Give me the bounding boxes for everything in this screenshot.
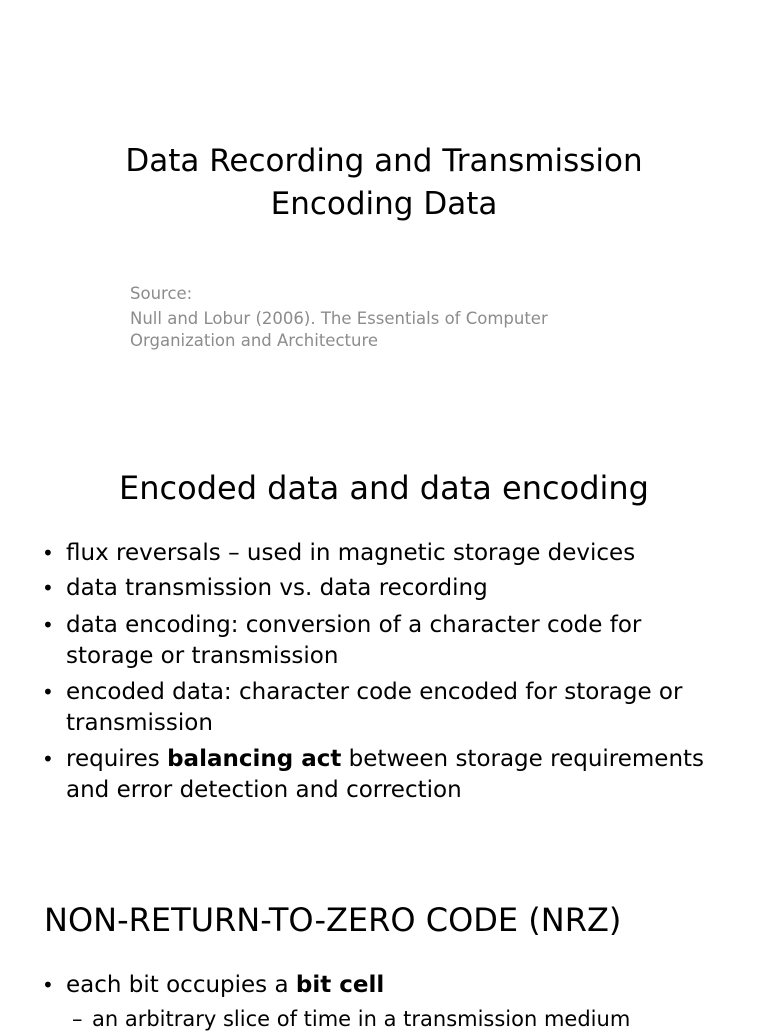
- bullet-dot-icon: •: [42, 613, 54, 637]
- bullet-dot-icon: •: [42, 576, 54, 600]
- bullet-dot-icon: •: [42, 747, 54, 771]
- bullet-text-bold: balancing act: [167, 746, 342, 772]
- source-label: Source:: [130, 284, 193, 303]
- source-citation: Null and Lobur (2006). The Essentials of Computer Organization and Architecture: [130, 309, 548, 350]
- bullet-text-post: between storage requirements and error detection and correction: [66, 746, 705, 803]
- bullet-text-pre: each bit occupies a: [66, 972, 296, 998]
- title-line-1: Data Recording and Transmission: [125, 143, 643, 179]
- bullet-text: data transmission vs. data recording: [66, 575, 488, 601]
- slide-title: NON-RETURN-TO-ZERO CODE (NRZ): [44, 901, 622, 939]
- bullet-item: [0, 970, 768, 1001]
- bullet-dot-icon: •: [42, 541, 54, 565]
- slide-title: Encoded data and data encoding: [119, 469, 649, 507]
- bullet-text: data encoding: conversion of a character code for storage or transmission: [66, 612, 642, 669]
- bullet-text-pre: requires: [66, 746, 168, 772]
- title-line-2: Encoding Data: [270, 186, 498, 222]
- sub-bullet-item: [0, 1004, 768, 1035]
- bullet-dot-icon: •: [42, 680, 54, 704]
- bullet-text: encoded data: character code encoded for storage or transmission: [66, 679, 683, 736]
- bullet-text: [66, 970, 731, 1001]
- dash-icon: –: [72, 1007, 83, 1031]
- sub-bullet-text: an arbitrary slice of time in a transmission medium: [92, 1007, 631, 1031]
- bullet-text: flux reversals – used in magnetic storage devices: [66, 540, 636, 566]
- bullet-text-bold: bit cell: [295, 972, 385, 998]
- bullet-dot-icon: •: [42, 973, 54, 997]
